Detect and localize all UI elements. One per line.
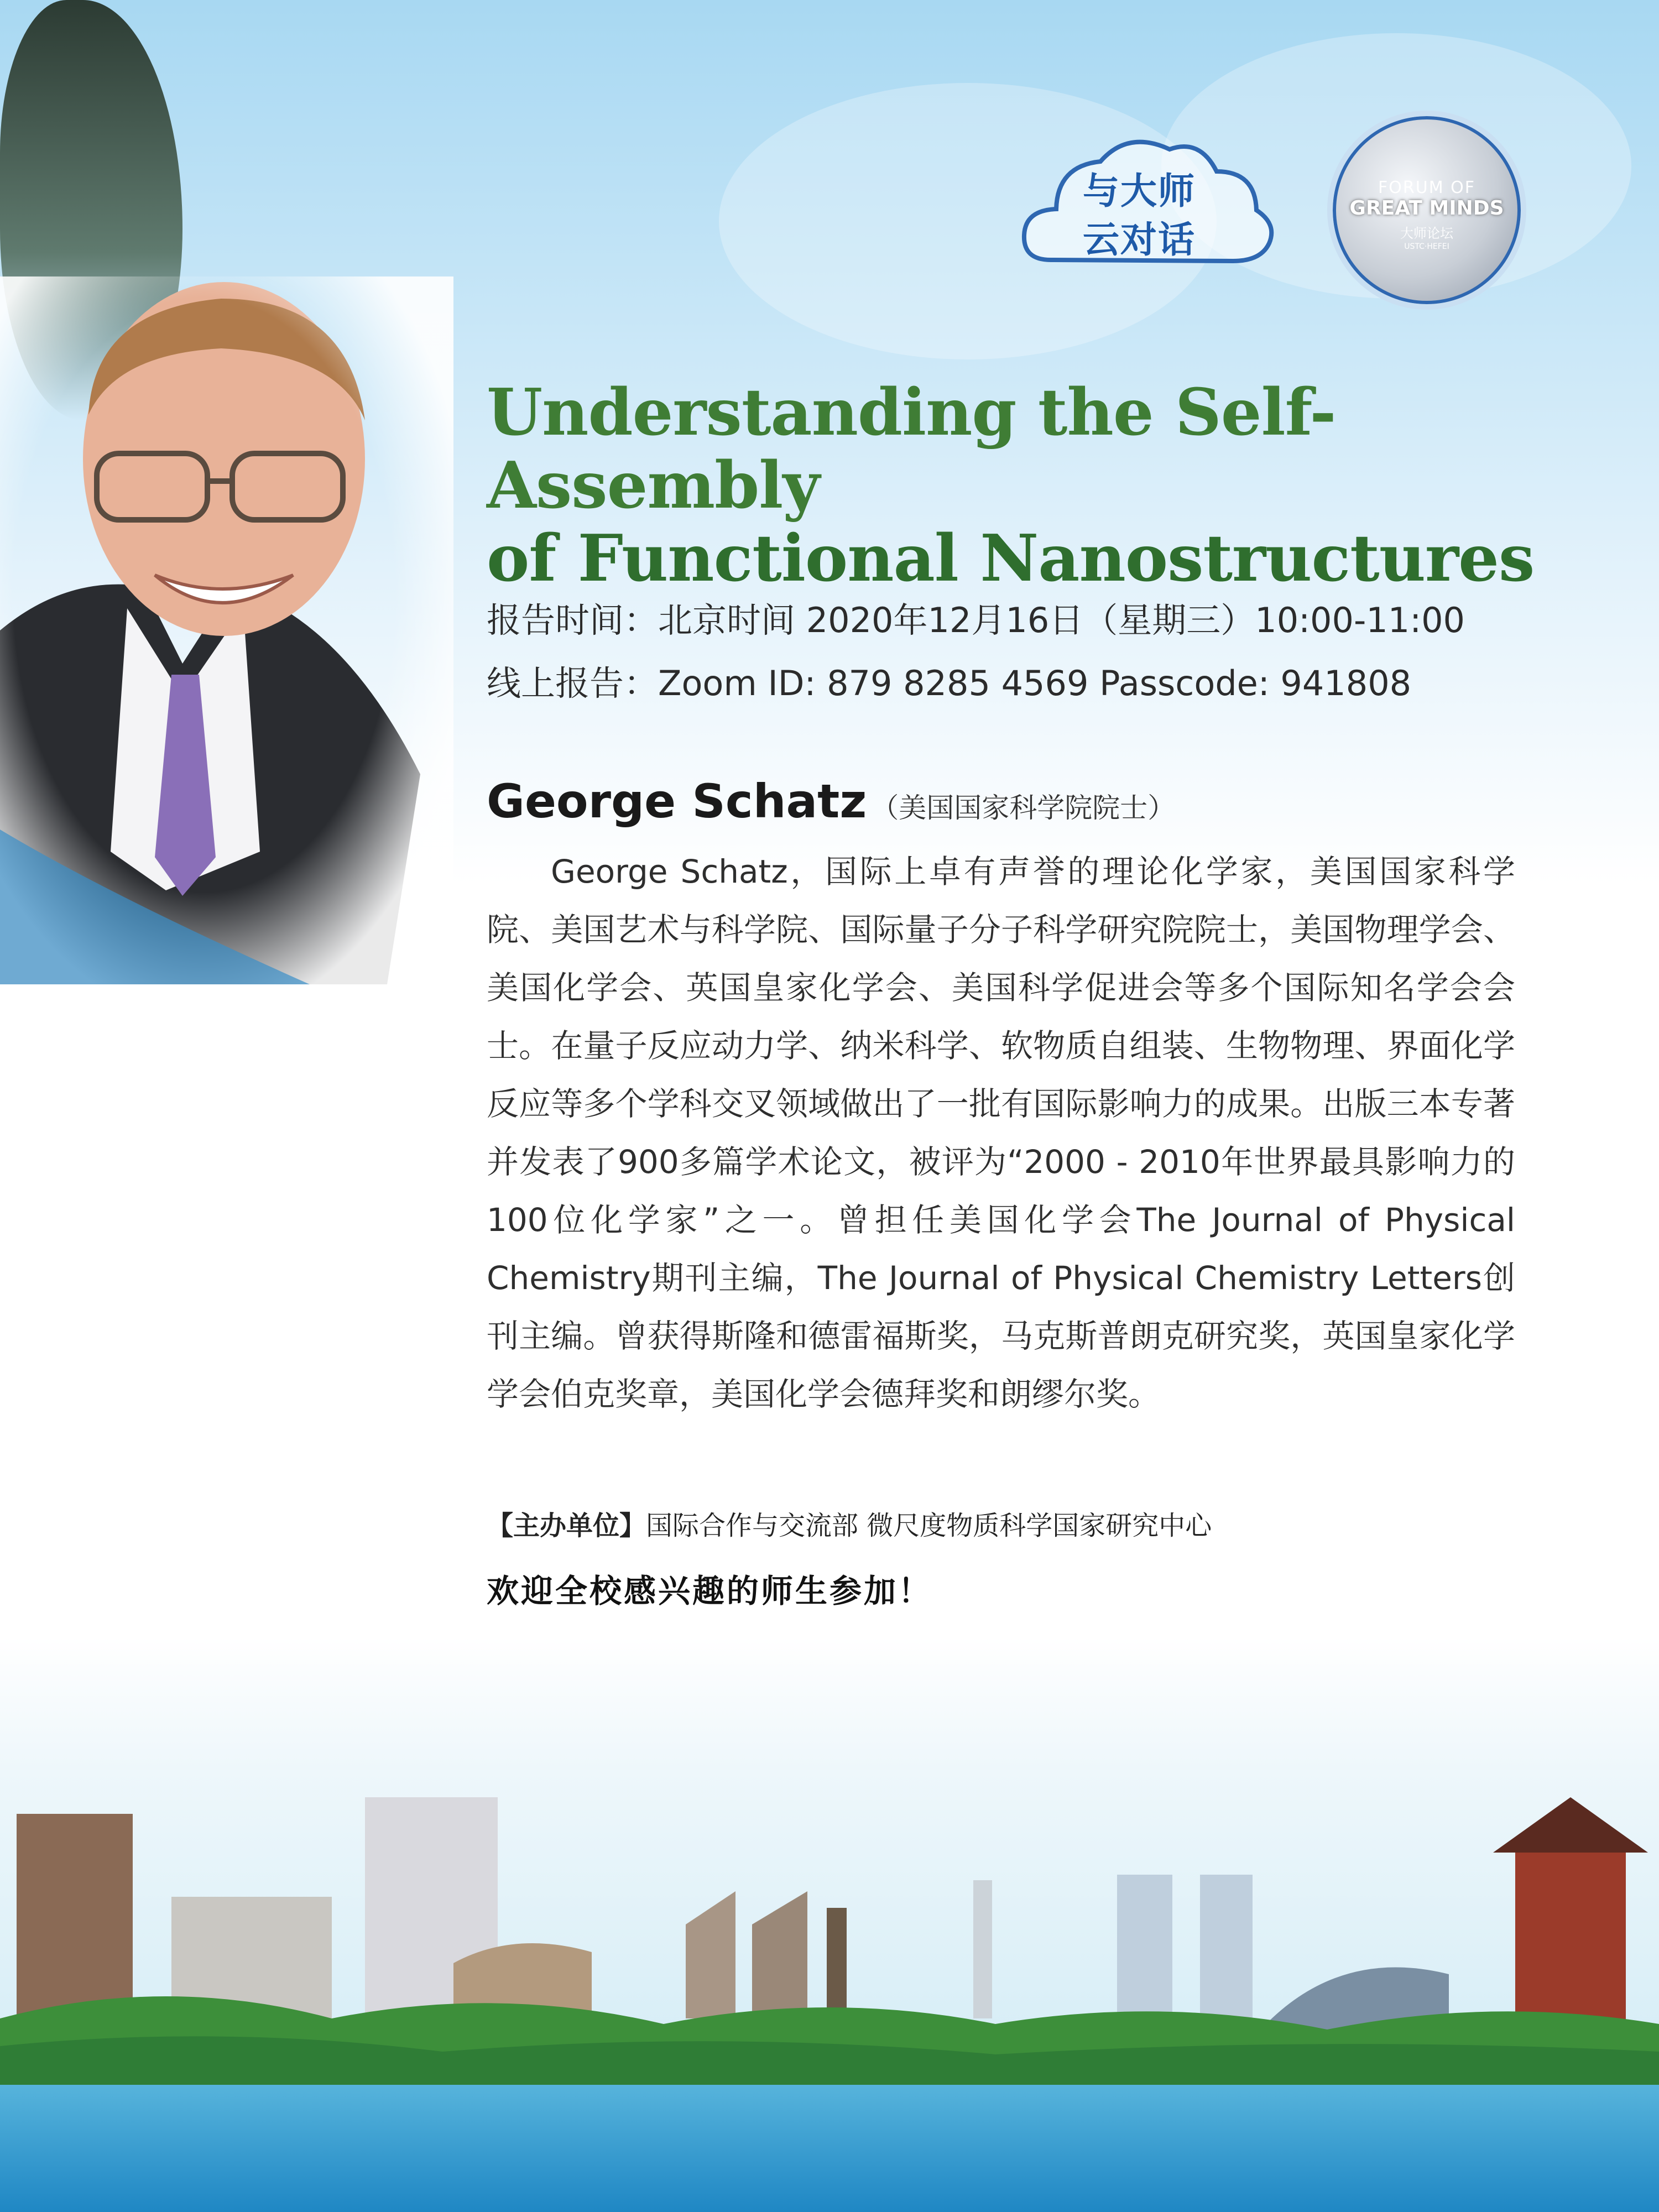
lecture-title [487, 376, 1593, 595]
lecture-time: 报告时间：北京时间 2020年12月16日（星期三）10:00-11:00 [487, 600, 1465, 640]
speaker-honor: （美国国家科学院院士） [871, 792, 1176, 824]
host-label: 【主办单位】 [487, 1510, 646, 1541]
logo-text-ustc: USTC·HEFEI [1404, 242, 1449, 251]
welcome-message: 欢迎全校感兴趣的师生参加！ [487, 1572, 933, 1610]
zoom-details: 线上报告：Zoom ID: 879 8285 4569 Passcode: 941808 [487, 663, 1412, 703]
speaker-biography: George Schatz，国际上卓有声誉的理论化学家，美国国家科学院、美国艺术与科学院、国际量子分子科学研究院院士，美国物理学会、美国化学会、英国皇家化学会、美国科学促进会等多个国际知名学会会士。在量子反应动力学、纳米科学、软物质自组装、生物物理、界面化学反应等多个学科交叉领域做出了一批有国际影响力的成果。出版三本专著并发表了900多篇学术论文，被评为“2000 - 2010年世界最具影响力的100位化学家”之一。曾担任美国化学会The Journal of Physical Chemistry期刊主编，The Journal of Physical Chemistry Letters创刊主编。曾获得斯隆和德雷福斯奖，马克斯普朗克研究奖，英国皇家化学学会伯克奖章，美国化学会德拜奖和朗缪尔奖。 [487, 853, 1515, 1413]
host-value: 国际合作与交流部 微尺度物质科学国家研究中心 [646, 1510, 1212, 1541]
speaker-heading [487, 774, 1593, 828]
logo-text-chinese: 大师论坛 [1400, 226, 1453, 241]
campus-skyline-illustration [0, 1687, 1659, 2212]
logo-text-great-minds: GREAT MINDS [1349, 197, 1504, 220]
cloud-badge-text [1018, 167, 1261, 264]
host-units [487, 1504, 1593, 1542]
speaker-portrait [0, 276, 453, 984]
cloud-badge-line1: 与大师 [1083, 170, 1196, 212]
forum-of-great-minds-logo [1327, 111, 1526, 310]
lecture-title-line2: of Functional Nanostructures [487, 521, 1535, 596]
lecture-title-line1: Understanding the Self-Assembly [487, 375, 1336, 523]
speaker-name: George Schatz [487, 774, 867, 828]
logo-text-forum-of: FORUM OF [1378, 178, 1475, 197]
cloud-badge-line2: 云对话 [1083, 218, 1196, 261]
cloud-dialogue-badge [1018, 133, 1283, 276]
